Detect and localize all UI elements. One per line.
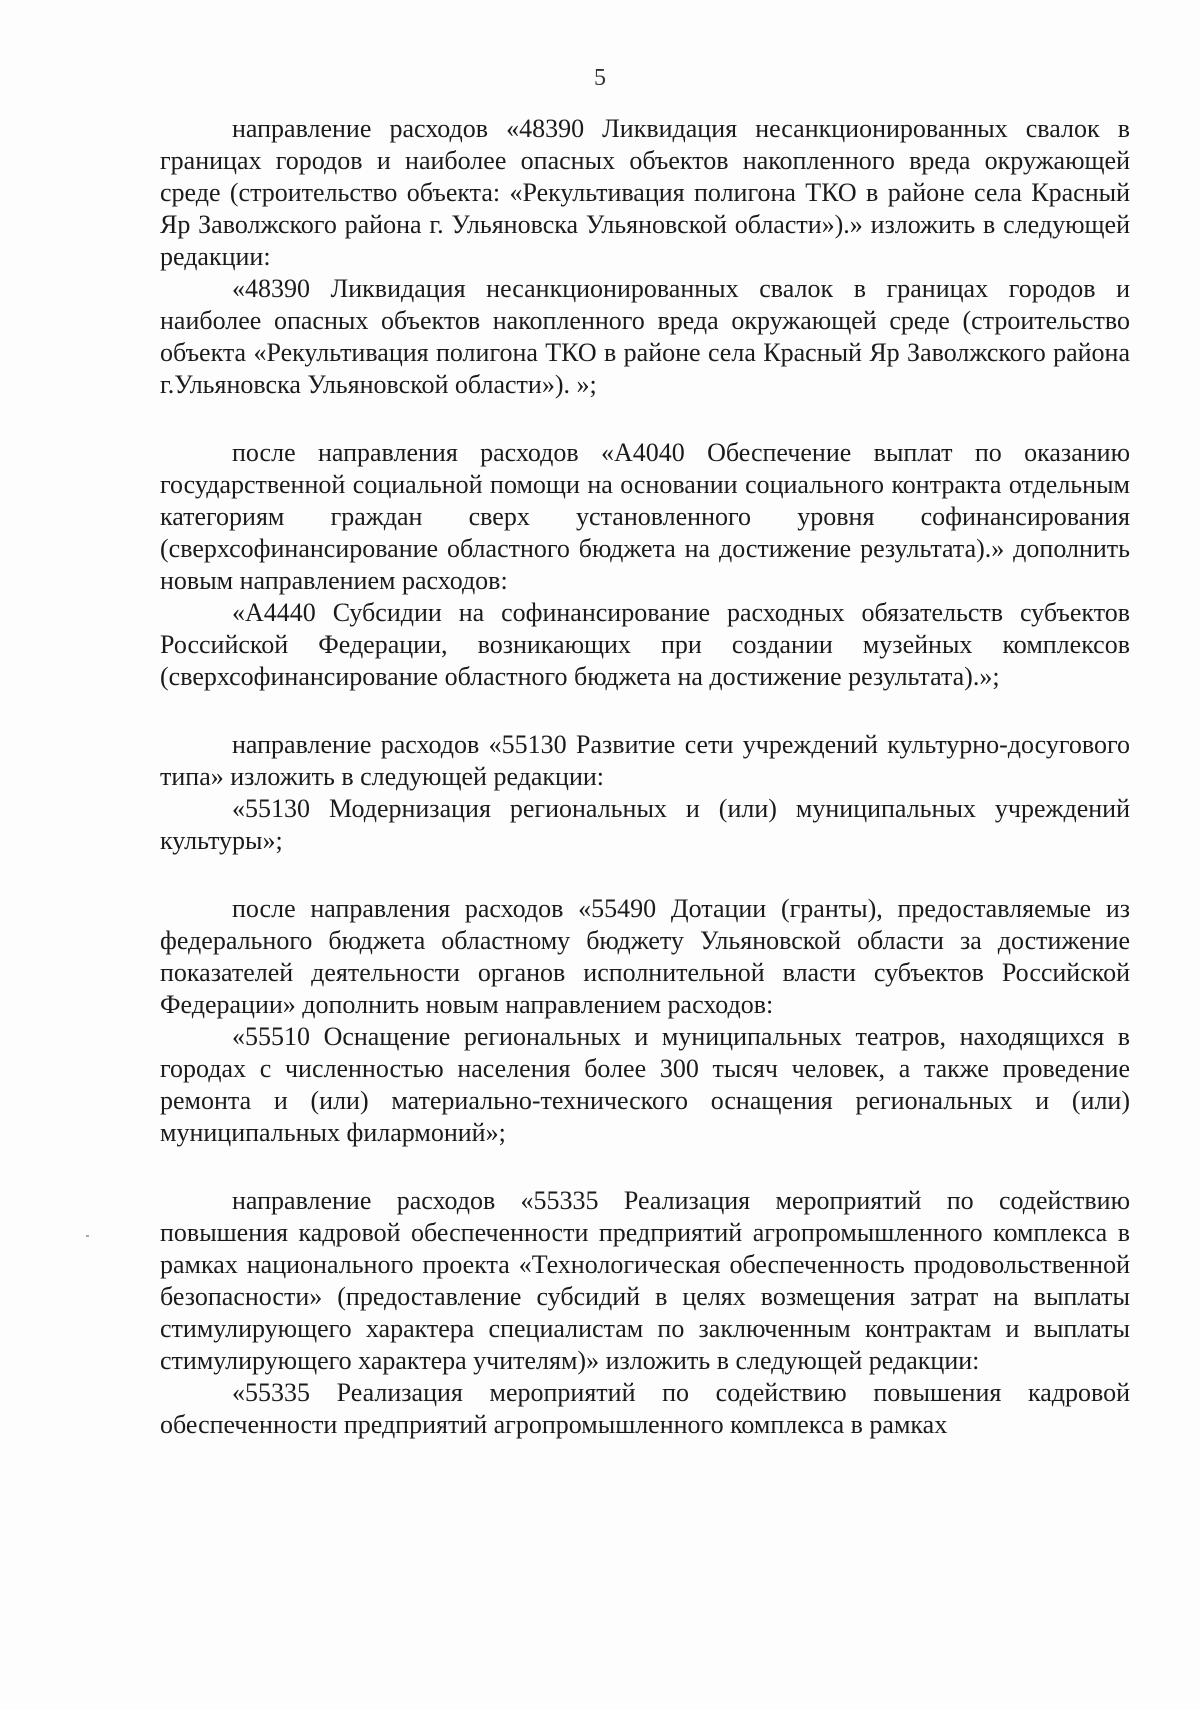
paragraph-gap [160, 857, 1130, 893]
paragraph-55130-header: направление расходов «55130 Развитие сети учреждений культурно-досугового типа» изложить в следующей редакции: [160, 730, 1130, 791]
document-body [160, 113, 1130, 1441]
paragraph-gap [160, 1149, 1130, 1185]
paragraph-55335-header: направление расходов «55335 Реализация мероприятий по содействию повышения кадровой обеспеченности предприятий агропромышленного комплекса в рамках национального проекта «Технологическая обеспеченность продовольственной безопасности» (предоставление субсидий в целях возмещения затрат на выплаты стимулирующего характера специалистам по заключенным контрактам и выплаты стимулирующего характера учителям)» изложить в следующей редакции: [160, 1186, 1130, 1375]
paragraph-gap [160, 401, 1130, 437]
scan-speck [86, 1235, 89, 1237]
paragraph-gap [160, 693, 1130, 729]
paragraph-55510-new: «55510 Оснащение региональных и муниципальных театров, находящихся в городах с численностью населения более 300 тысяч человек, а также проведение ремонта и (или) материально-технического оснащения региональных и (или) муниципальных филармоний»; [160, 1022, 1130, 1147]
paragraph-55335-new: «55335 Реализация мероприятий по содействию повышения кадровой обеспеченности предприятий агропромышленного комплекса в рамках [160, 1378, 1130, 1439]
paragraph-48390-header: направление расходов «48390 Ликвидация несанкционированных свалок в границах городов и наиболее опасных объектов накопленного вреда окружающей среде (строительство объекта: «Рекультивация полигона ТКО в районе села Красный Яр Заволжского района г. Ульяновска Ульяновской области»).» изложить в следующей редакции: [160, 114, 1130, 271]
page-number: 5 [594, 65, 606, 91]
paragraph-55490-header: после направления расходов «55490 Дотации (гранты), предоставляемые из федерального бюджета областному бюджету Ульяновской области за достижение показателей деятельности органов исполнительной власти субъектов Российской Федерации» дополнить новым направлением расходов: [160, 894, 1130, 1019]
paragraph-48390-new: «48390 Ликвидация несанкционированных свалок в границах городов и наиболее опасных объектов накопленного вреда окружающей среде (строительство объекта «Рекультивация полигона ТКО в районе села Красный Яр Заволжского района г.Ульяновска Ульяновской области»). »; [160, 274, 1130, 399]
paragraph-a4040-header: после направления расходов «А4040 Обеспечение выплат по оказанию государственной социальной помощи на основании социального контракта отдельным категориям граждан сверх установленного уровня софинансирования (сверхсофинансирование областного бюджета на достижение результата).» дополнить новым направлением расходов: [160, 438, 1130, 595]
paragraph-55130-new: «55130 Модернизация региональных и (или) муниципальных учреждений культуры»; [160, 794, 1130, 855]
paragraph-a4440-new: «А4440 Субсидии на софинансирование расходных обязательств субъектов Российской Федерации, возникающих при создании музейных комплексов (сверхсофинансирование областного бюджета на достижение результата).»; [160, 598, 1130, 691]
